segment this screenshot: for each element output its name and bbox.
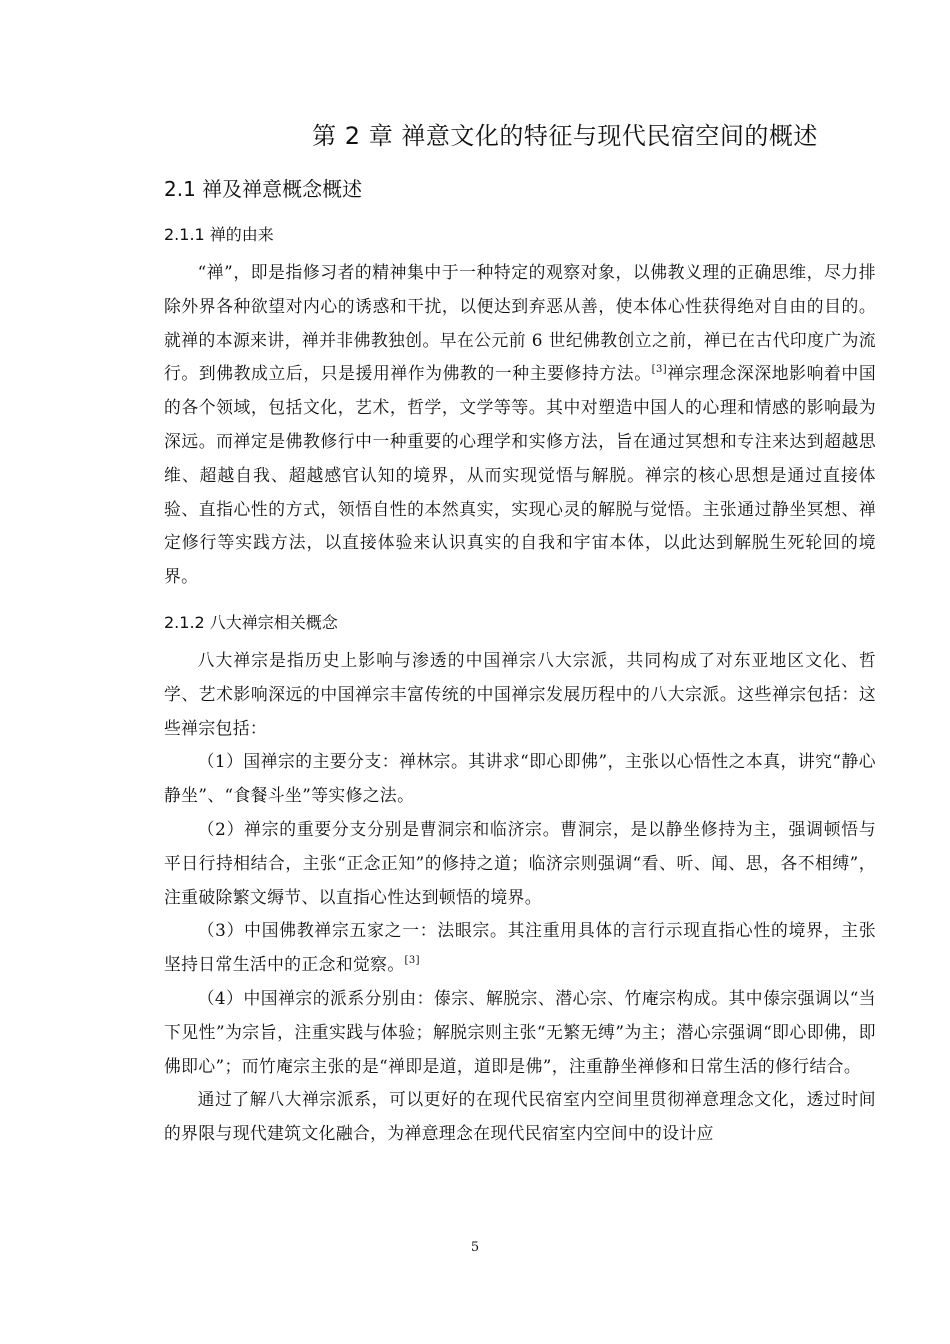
list-item-3: [164, 914, 876, 982]
page-number: 5: [470, 1240, 480, 1255]
subsection-title-2-1-1: 2.1.1 禅的由来: [164, 225, 274, 244]
paragraph-chan-origin-part-b: 禅宗理念深深地影响着中国的各个领域，包括文化，艺术，哲学，文学等等。其中对塑造中国人的心理和情感的影响最为深远。而禅定是佛教修行中一种重要的心理学和实修方法，旨在通过冥想和专注来达到超越思维、超越自我、超越感官认知的境界，从而实现觉悟与解脱。禅宗的核心思想是通过直接体验、直指心性的方式，领悟自性的本然真实，实现心灵的解脱与觉悟。主张通过静坐冥想、禅定修行等实践方法，以直接体验来认识真实的自我和宇宙本体，以此达到解脱生死轮回的境界。: [164, 363, 876, 587]
page-content: [164, 116, 876, 1151]
citation-ref: [3]: [404, 955, 420, 967]
paragraph-closing: 通过了解八大禅宗派系，可以更好的在现代民宿室内空间里贯彻禅意理念文化，透过时间的界限与现代建筑文化融合，为禅意理念在现代民宿室内空间中的设计应: [164, 1089, 876, 1144]
paragraph-eight-schools-intro: 八大禅宗是指历史上影响与渗透的中国禅宗八大宗派，共同构成了对东亚地区文化、哲学、艺术影响深远的中国禅宗丰富传统的中国禅宗发展历程中的八大宗派。这些禅宗包括：这些禅宗包括：: [164, 649, 876, 738]
subsection-title-2-1-2: 2.1.2 八大禅宗相关概念: [164, 612, 338, 632]
chapter-title: 第 2 章 禅意文化的特征与现代民宿空间的概述: [312, 122, 818, 150]
citation-ref: [3]: [651, 364, 668, 376]
list-item-4: （4）中国禅宗的派系分别由：傣宗、解脱宗、潜心宗、竹庵宗构成。其中傣宗强调以“当下见性”为宗旨，注重实践与体验；解脱宗则主张“无繁无缚”为主；潜心宗强调“即心即佛，即佛即心”；而竹庵宗主张的是“禅即是道，道即是佛”，注重静坐禅修和日常生活的修行结合。: [164, 987, 876, 1076]
paragraph-chan-origin: [164, 256, 876, 594]
section-title-2-1: 2.1 禅及禅意概念概述: [164, 177, 363, 201]
list-item-3-text: （3）中国佛教禅宗五家之一：法眼宗。其注重用具体的言行示现直指心性的境界，主张坚持日常生活中的正念和觉察。: [164, 920, 876, 975]
list-item-1: （1）国禅宗的主要分支：禅林宗。其讲求“即心即佛”，主张以心悟性之本真，讲究“静心静坐”、“食餐斗坐”等实修之法。: [164, 751, 876, 806]
paragraph-chan-origin-part-a: “禅”，即是指修习者的精神集中于一种特定的观察对象，以佛教义理的正确思维，尽力排除外界各种欲望对内心的诱惑和干扰，以便达到弃恶从善，使本体心性获得绝对自由的目的。就禅的本源来讲，禅并非佛教独创。早在公元前 6 世纪佛教创立之前，禅已在古代印度广为流行。到佛教成立后，只是援用禅作为佛教的一种主要修持方法。: [164, 262, 876, 384]
list-item-2: （2）禅宗的重要分支分别是曹洞宗和临济宗。曹洞宗，是以静坐修持为主，强调顿悟与平日行持相结合，主张“正念正知”的修持之道；临济宗则强调“看、听、闻、思，各不相缚”，注重破除繁文缛节、以直指心性达到顿悟的境界。: [164, 818, 876, 907]
